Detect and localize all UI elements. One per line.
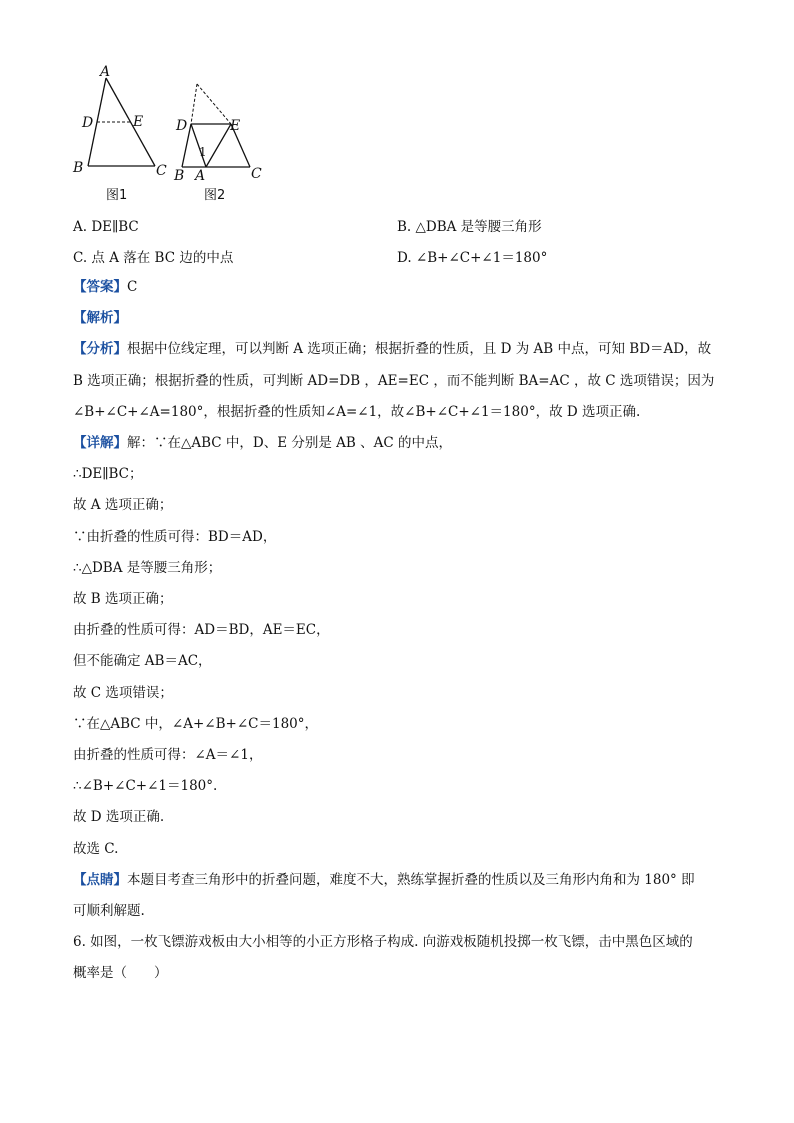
solution-content xyxy=(73,272,733,927)
fenxi-line-2: B 选项正确；根据折叠的性质，可判断 AD=DB ，AE=EC ，而不能判断 BA=AC ，故 C 选项错误；因为 xyxy=(73,372,715,389)
figure-1 xyxy=(72,64,167,202)
xiangjie-tag: 【详解】 xyxy=(73,435,127,452)
option-c: C. 点 A 落在 BC 边的中点 xyxy=(73,250,234,266)
fig1-label-b: B xyxy=(73,160,84,176)
question-6-line-1: 6. 如图，一枚飞镖游戏板由大小相等的小正方形格子构成. 向游戏板随机投掷一枚飞镖，击中黑色区域的 xyxy=(73,934,693,950)
fig2-label-a: A xyxy=(195,168,206,184)
xiangjie-line-12: ∴∠B+∠C+∠1＝180°. xyxy=(73,778,218,795)
fig2-caption: 图2 xyxy=(204,188,226,202)
fig2-fold-ea xyxy=(206,124,231,167)
dianjing-line-2: 可顺利解题. xyxy=(73,903,145,920)
fig2-label-e: E xyxy=(230,118,241,134)
fig2-dashed-right xyxy=(197,84,231,124)
fig2-label-b: B xyxy=(174,168,185,184)
option-d: D. ∠B+∠C+∠1＝180° xyxy=(397,250,548,266)
fig2-label-angle-1: 1 xyxy=(199,145,207,159)
options-row-1 xyxy=(73,212,753,243)
xiangjie-line-8: 但不能确定 AB＝AC， xyxy=(73,653,212,670)
fig2-label-d: D xyxy=(176,118,188,134)
xiangjie-line-9: 故 C 选项错误； xyxy=(73,684,173,701)
xiangjie-line-5: ∴△DBA 是等腰三角形； xyxy=(73,559,222,576)
xiangjie-line-1 xyxy=(73,428,733,459)
xiangjie-line-11: 由折叠的性质可得：∠A＝∠1， xyxy=(73,747,263,764)
xiangjie-line-3: 故 A 选项正确； xyxy=(73,497,173,514)
fig1-label-c: C xyxy=(156,163,167,179)
fenxi-tag: 【分析】 xyxy=(73,341,127,358)
answer-options xyxy=(73,212,753,274)
analysis-heading xyxy=(73,303,733,334)
fig1-label-e: E xyxy=(133,114,144,130)
fig2-label-c: C xyxy=(251,166,262,182)
xiangjie-line-6: 故 B 选项正确； xyxy=(73,591,173,608)
fig2-dashed-left xyxy=(191,84,197,124)
option-b: B. △DBA 是等腰三角形 xyxy=(397,219,542,235)
analysis-tag: 【解析】 xyxy=(73,310,127,327)
options-row-2 xyxy=(73,243,753,274)
fig1-caption: 图1 xyxy=(106,188,128,202)
answer-value: C xyxy=(127,279,138,295)
dianjing-text-1: 本题目考查三角形中的折叠问题，难度不大，熟练掌握折叠的性质以及三角形内角和为 180° 即 xyxy=(127,871,695,888)
triangle-figures-svg xyxy=(70,62,280,202)
xiangjie-line-13: 故 D 选项正确. xyxy=(73,809,165,826)
xiangjie-line-14: 故选 C. xyxy=(73,840,119,857)
xiangjie-line-2: ∴DE∥BC； xyxy=(73,466,143,483)
answer-line xyxy=(73,272,733,303)
xiangjie-line-4: ∵由折叠的性质可得：BD＝AD， xyxy=(73,528,277,545)
dianjing-line-1 xyxy=(73,865,733,896)
xiangjie-line-7: 由折叠的性质可得：AD＝BD，AE＝EC， xyxy=(73,622,330,639)
answer-tag: 【答案】 xyxy=(73,279,127,295)
xiangjie-line-10: ∵在△ABC 中，∠A+∠B+∠C＝180°， xyxy=(73,715,318,732)
xiangjie-text-1: 解：∵在△ABC 中，D、E 分别是 AB 、AC 的中点， xyxy=(127,435,453,452)
fenxi-line-3: ∠B+∠C+∠A=180°，根据折叠的性质知∠A=∠1，故∠B+∠C+∠1＝180°，故 D 选项正确. xyxy=(73,403,641,420)
fig1-label-a: A xyxy=(100,64,111,80)
fenxi-line-1 xyxy=(73,334,733,365)
fig1-label-d: D xyxy=(82,115,94,131)
question-6-line-2: 概率是（ ） xyxy=(73,965,168,982)
fenxi-text-1: 根据中位线定理，可以判断 A 选项正确；根据折叠的性质，且 D 为 AB 中点，可知 BD＝AD，故 xyxy=(127,341,712,358)
option-a: A. DE∥BC xyxy=(73,219,139,235)
figure-2 xyxy=(173,84,262,202)
question-6 xyxy=(73,927,733,989)
dianjing-tag: 【点睛】 xyxy=(73,871,127,888)
triangle-figures xyxy=(70,62,280,202)
